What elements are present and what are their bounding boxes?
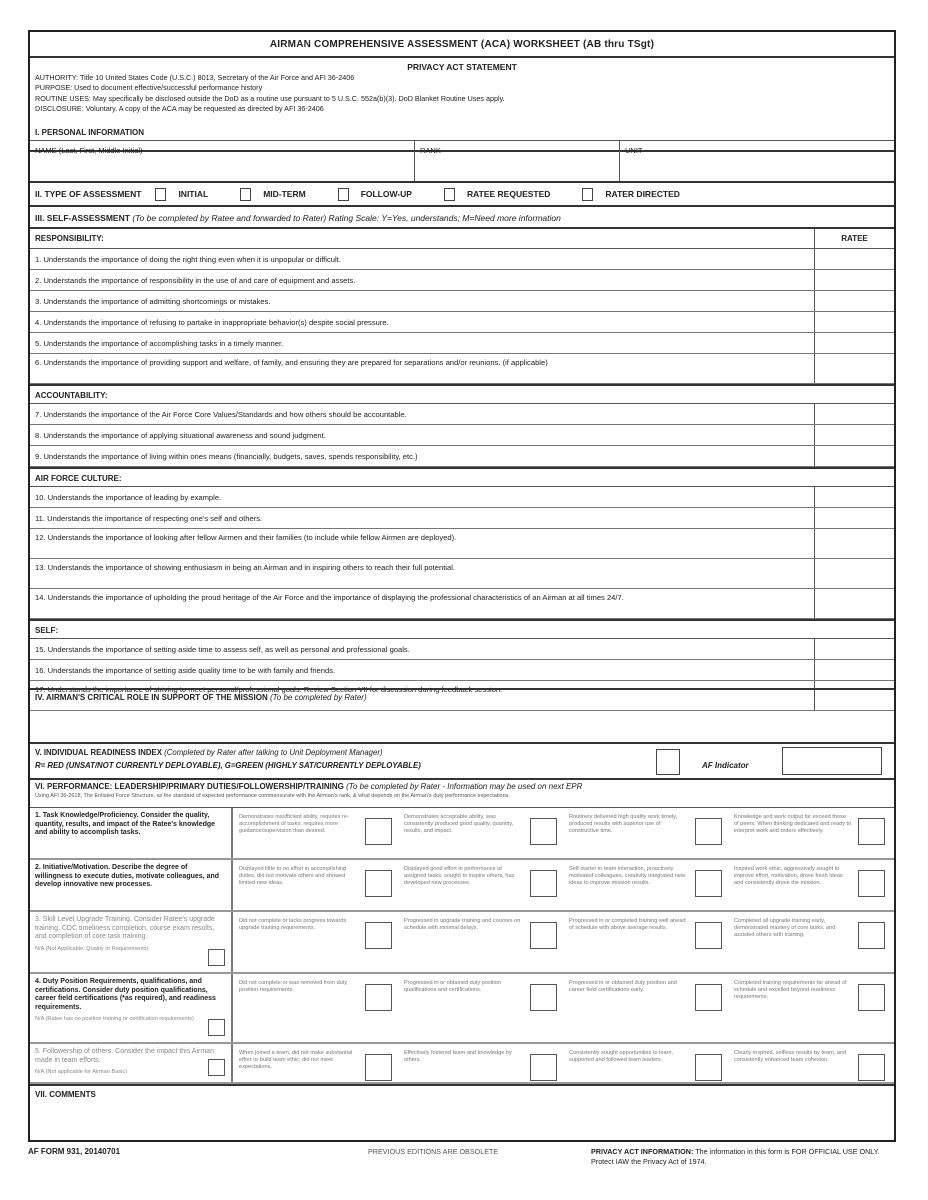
assessment-item bbox=[30, 333, 894, 354]
performance-level-text: Progressed in or completed training well ahead of schedule with above average results. bbox=[569, 918, 686, 932]
performance-level-text: Self-starter in team interaction, proactively motivated colleagues, creativity integrated new ideas to improve mission results. bbox=[569, 866, 685, 887]
performance-level-text: Clearly inspired, selfless results by team, and consistently enhanced team cohesion. bbox=[734, 1050, 847, 1064]
rank-label: RANK bbox=[420, 146, 441, 155]
assessment-item bbox=[30, 404, 894, 425]
assessment-item-text: 3. Understands the importance of admitting shortcomings or mistakes. bbox=[35, 297, 271, 306]
performance-level bbox=[565, 974, 730, 1042]
performance-level-checkbox[interactable] bbox=[530, 984, 557, 1011]
af-indicator-input[interactable] bbox=[782, 747, 882, 775]
performance-question bbox=[30, 912, 233, 972]
performance-level-checkbox[interactable] bbox=[695, 870, 722, 897]
performance-level-text: Demonstrates insufficient ability, requires re-accomplishment of tasks, requires more guidance/supervision than desired. bbox=[239, 814, 349, 835]
performance-row bbox=[30, 860, 894, 912]
assessment-item-text: 13. Understands the importance of showing enthusiasm in being an Airman and in inspiring others to reach their full potential. bbox=[35, 563, 456, 572]
performance-level-text: Effectively fostered team and knowledge by others. bbox=[404, 1050, 512, 1064]
not-applicable-checkbox[interactable] bbox=[208, 949, 225, 966]
rank-field[interactable] bbox=[415, 141, 620, 181]
ratee-rating-input[interactable] bbox=[814, 508, 894, 528]
form-footer bbox=[28, 1145, 898, 1175]
performance-level bbox=[730, 912, 893, 972]
assessment-item bbox=[30, 425, 894, 446]
form-title: AIRMAN COMPREHENSIVE ASSESSMENT (ACA) WORKSHEET (AB thru TSgt) bbox=[30, 32, 894, 58]
critical-role-heading: IV. AIRMAN'S CRITICAL ROLE IN SUPPORT OF THE MISSION bbox=[35, 693, 268, 702]
performance-question bbox=[30, 808, 233, 858]
performance-level-text: Knowledge and work output far exceed those of peers. When thinking dedicated and ready to interpret work and orders effectively. bbox=[734, 814, 852, 835]
assessment-item-text: 10. Understands the importance of leading by example. bbox=[35, 493, 222, 502]
self-assessment-title: III. SELF-ASSESSMENT bbox=[35, 213, 130, 223]
assessment-item bbox=[30, 487, 894, 508]
performance-level-text: Completed training requirements far ahead of schedule and excelled beyond readiness requirements. bbox=[734, 980, 847, 1001]
performance-level-checkbox[interactable] bbox=[695, 922, 722, 949]
performance-level-text: Progressed in or obtained duty position and career field certifications early. bbox=[569, 980, 677, 994]
option-follow-up[interactable] bbox=[338, 188, 412, 201]
form-id: AF FORM 931, 20140701 bbox=[28, 1147, 121, 1156]
option-rater-directed-label: RATER DIRECTED bbox=[605, 189, 680, 199]
not-applicable-note: N/A (Not applicable for Airman Basic) bbox=[35, 1069, 128, 1075]
privacy-routine-uses: ROUTINE USES: May specifically be disclosed outside the DoD as a routine use pursuant to 5 U.S.C. 552a(b)(3). DoD Blanket Routine Uses apply. bbox=[35, 93, 505, 103]
performance-level-checkbox[interactable] bbox=[695, 1054, 722, 1081]
performance-level-checkbox[interactable] bbox=[695, 818, 722, 845]
performance-level bbox=[400, 808, 565, 858]
type-of-assessment-label: II. TYPE OF ASSESSMENT bbox=[35, 189, 142, 199]
ratee-column-header: RATEE bbox=[814, 229, 894, 248]
self-assessment-items bbox=[30, 229, 894, 711]
performance-rows bbox=[30, 808, 894, 1084]
critical-role-section[interactable] bbox=[30, 688, 894, 744]
performance-question bbox=[30, 974, 233, 1042]
ratee-rating-input[interactable] bbox=[814, 291, 894, 311]
checkbox-ratee-requested[interactable] bbox=[444, 188, 455, 201]
performance-level-checkbox[interactable] bbox=[365, 984, 392, 1011]
aca-worksheet-form bbox=[28, 30, 896, 1142]
ratee-rating-input[interactable] bbox=[814, 312, 894, 332]
performance-row bbox=[30, 1044, 894, 1084]
performance-level-text: Consistently sought opportunities to learn, supported and followed team leaders. bbox=[569, 1050, 674, 1064]
category-header bbox=[30, 384, 894, 404]
performance-level-checkbox[interactable] bbox=[858, 984, 885, 1011]
performance-level bbox=[235, 912, 400, 972]
assessment-item bbox=[30, 270, 894, 291]
personal-info-heading: I. PERSONAL INFORMATION bbox=[30, 126, 894, 141]
assessment-item-text: 17. Understands the importance of striving to meet personal/professional goals. Review Section VII for discussion during feedback session. bbox=[35, 685, 503, 694]
performance-level-checkbox[interactable] bbox=[858, 818, 885, 845]
checkbox-follow-up[interactable] bbox=[338, 188, 349, 201]
option-rater-directed[interactable] bbox=[582, 188, 679, 201]
performance-level-checkbox[interactable] bbox=[365, 1054, 392, 1081]
assessment-item bbox=[30, 559, 894, 589]
performance-level bbox=[730, 808, 893, 858]
performance-question-text: 5. Followership of others. Consider the impact this Airman made in team efforts. bbox=[35, 1048, 214, 1064]
option-follow-up-label: FOLLOW-UP bbox=[360, 189, 412, 199]
readiness-note: (Completed by Rater after talking to Unit Deployment Manager) bbox=[164, 748, 383, 757]
privacy-info-label: PRIVACY ACT INFORMATION: bbox=[591, 1147, 694, 1156]
performance-level bbox=[400, 974, 565, 1042]
performance-level bbox=[565, 860, 730, 910]
critical-role-note: (To be completed by Rater) bbox=[269, 693, 367, 702]
performance-level-checkbox[interactable] bbox=[695, 984, 722, 1011]
performance-question-text: 4. Duty Position Requirements, qualifications, and certifications. Consider duty position qualifications, career field certifications (*as required), and readiness requirements. bbox=[35, 978, 216, 1011]
readiness-section bbox=[30, 744, 894, 780]
assessment-item-text: 2. Understands the importance of responsibility in the use of and care of equipment and assets. bbox=[35, 276, 356, 285]
performance-level-text: Inspired work ethic, aggressively sought to improve effort, motivation, drove fresh ideas and consistently drove the mission. bbox=[734, 866, 843, 887]
assessment-item-text: 9. Understands the importance of living within ones means (financially, budgets, saves, spends responsibility, etc.) bbox=[35, 452, 418, 461]
performance-level bbox=[400, 860, 565, 910]
performance-level bbox=[235, 974, 400, 1042]
assessment-item-text: 6. Understands the importance of providing support and welfare, of family, and ensuring they are prepared for separations and/or reunions. (if applicable) bbox=[35, 358, 548, 367]
privacy-heading: PRIVACY ACT STATEMENT bbox=[407, 62, 517, 72]
self-assessment-note: (To be completed by Ratee and forwarded to Rater) Rating Scale: Y=Yes, understands; M=Need more information bbox=[132, 213, 561, 223]
performance-level-text: Displayed good effort in performance of assigned tasks, sought to inspire others, has developed new processes. bbox=[404, 866, 515, 887]
assessment-item-text: 11. Understands the importance of respecting one's self and others. bbox=[35, 514, 263, 523]
privacy-info-text: The information in this form is FOR OFFICIAL USE ONLY. Protect IAW the Privacy Act of 1974. bbox=[591, 1147, 880, 1166]
checkbox-initial[interactable] bbox=[155, 188, 166, 201]
assessment-item bbox=[30, 249, 894, 270]
ratee-rating-input[interactable] bbox=[814, 425, 894, 445]
category-header bbox=[30, 467, 894, 487]
assessment-item bbox=[30, 446, 894, 467]
ratee-rating-input[interactable] bbox=[814, 249, 894, 269]
readiness-heading: V. INDIVIDUAL READINESS INDEX bbox=[35, 748, 162, 757]
not-applicable-note: N/A (Not Applicable: Quality or Requirements) bbox=[35, 945, 149, 952]
readiness-input[interactable] bbox=[656, 749, 680, 775]
performance-level-checkbox[interactable] bbox=[530, 870, 557, 897]
category-header bbox=[30, 229, 894, 249]
assessment-item bbox=[30, 354, 894, 384]
privacy-act-information bbox=[591, 1147, 896, 1167]
privacy-authority: AUTHORITY: Title 10 United States Code (U.S.C.) 8013, Secretary of the Air Force and AFI 36-2406 bbox=[35, 73, 355, 83]
not-applicable-checkbox[interactable] bbox=[208, 1059, 225, 1076]
unit-field[interactable] bbox=[620, 141, 894, 181]
assessment-item bbox=[30, 589, 894, 619]
performance-level-checkbox[interactable] bbox=[858, 870, 885, 897]
performance-level bbox=[235, 860, 400, 910]
ratee-rating-input[interactable] bbox=[814, 333, 894, 353]
privacy-purpose: PURPOSE: Used to document effective/successful performance history bbox=[35, 83, 263, 93]
previous-editions-note: PREVIOUS EDITIONS ARE OBSOLETE bbox=[368, 1147, 499, 1156]
assessment-item bbox=[30, 291, 894, 312]
unit-label: UNIT bbox=[625, 146, 643, 155]
comments-heading: VII. COMMENTS bbox=[35, 1090, 96, 1099]
performance-level-checkbox[interactable] bbox=[858, 1054, 885, 1081]
category-name: SELF: bbox=[35, 626, 59, 635]
performance-level-checkbox[interactable] bbox=[530, 1054, 557, 1081]
performance-question-text: 2. Initiative/Motivation. Describe the degree of willingness to execute duties, motivate colleagues, and develop innovative new processes. bbox=[35, 864, 219, 888]
assessment-item bbox=[30, 529, 894, 559]
performance-level bbox=[565, 912, 730, 972]
category-header bbox=[30, 619, 894, 639]
performance-level-text: Did not complete or was removed from duty position requirements. bbox=[239, 980, 348, 994]
checkbox-rater-directed[interactable] bbox=[582, 188, 593, 201]
performance-level-text: Completed all upgrade training early, demonstrated mastery of core tasks, and assisted others with training. bbox=[734, 918, 836, 939]
assessment-item-text: 5. Understands the importance of accomplishing tasks in a timely manner. bbox=[35, 339, 284, 348]
self-assessment-heading bbox=[30, 207, 894, 229]
not-applicable-note: N/A (Ratee has no position training or certification requirements) bbox=[35, 1016, 194, 1022]
performance-note: (To be completed by Rater - Information may be used on next EPR bbox=[346, 782, 583, 791]
performance-question-text: 3. Skill Level Upgrade Training. Consider Ratee's upgrade training, CDC timeliness completion, course exam results, and completion of core task training. bbox=[35, 916, 215, 940]
assessment-item-text: 14. Understands the importance of upholding the proud heritage of the Air Force and the importance of displaying the professional characteristics of an Airman at all times 24/7. bbox=[35, 593, 624, 602]
category-name: ACCOUNTABILITY: bbox=[35, 391, 108, 400]
performance-level bbox=[730, 974, 893, 1042]
type-of-assessment bbox=[30, 183, 894, 207]
performance-question-text: 1. Task Knowledge/Proficiency. Consider the quality, quantity, results, and impact of the Ratee's knowledge and ability to accomplish tasks. bbox=[35, 812, 216, 836]
ratee-rating-input[interactable] bbox=[814, 270, 894, 290]
option-ratee-requested-label: RATEE REQUESTED bbox=[466, 189, 551, 199]
performance-level-checkbox[interactable] bbox=[365, 870, 392, 897]
performance-subnote: Using AFI 36-2618, The Enlisted Force Structure, as the standard of expected performance commensurate with the Airman's rank, & what depends on the Airman's duty performance expectations. bbox=[35, 793, 510, 799]
performance-level-checkbox[interactable] bbox=[530, 922, 557, 949]
performance-level bbox=[565, 808, 730, 858]
ratee-rating-input[interactable] bbox=[814, 639, 894, 659]
performance-level-text: Displayed little to no effort in accomplishing duties, did not motivate others and showed limited new ideas. bbox=[239, 866, 347, 887]
performance-level-checkbox[interactable] bbox=[365, 922, 392, 949]
performance-row bbox=[30, 808, 894, 860]
privacy-disclosure: DISCLOSURE: Voluntary. A copy of the ACA may be requested as directed by AFI 36-2406 bbox=[35, 103, 324, 113]
ratee-rating-input[interactable] bbox=[814, 660, 894, 680]
assessment-item-text: 12. Understands the importance of looking after fellow Airmen and their families (to include while fellow Airmen are deployed). bbox=[35, 533, 457, 542]
ratee-rating-input[interactable] bbox=[814, 404, 894, 424]
category-name: RESPONSIBILITY: bbox=[35, 234, 104, 243]
assessment-item-text: 4. Understands the importance of refusing to partake in inappropriate behavior(s) despite social pressure. bbox=[35, 318, 389, 327]
option-initial-label: INITIAL bbox=[178, 189, 209, 199]
ratee-rating-input[interactable] bbox=[814, 354, 894, 383]
assessment-item-text: 7. Understands the importance of the Air Force Core Values/Standards and how others should be accountable. bbox=[35, 410, 407, 419]
performance-level-text: Routinely delivered high quality work timely, produced results with superior use of constructive time. bbox=[569, 814, 678, 835]
assessment-item-text: 15. Understands the importance of setting aside time to assess self, as well as personal and professional goals. bbox=[35, 645, 410, 654]
ratee-rating-input[interactable] bbox=[814, 446, 894, 466]
readiness-scale: R= RED (UNSAT/NOT CURRENTLY DEPLOYABLE), G=GREEN (HIGHLY SAT/CURRENTLY DEPLOYABLE) bbox=[35, 761, 421, 770]
performance-row bbox=[30, 974, 894, 1044]
assessment-item bbox=[30, 639, 894, 660]
ratee-rating-input[interactable] bbox=[814, 529, 894, 558]
performance-level-checkbox[interactable] bbox=[858, 922, 885, 949]
option-initial[interactable] bbox=[155, 188, 208, 201]
performance-level-text: When joined a team, did not make substantial effort or build team ethic; did not meet expectations. bbox=[239, 1050, 353, 1071]
ratee-rating-input[interactable] bbox=[814, 589, 894, 618]
performance-heading: VI. PERFORMANCE: LEADERSHIP/PRIMARY DUTIES/FOLLOWERSHIP/TRAINING bbox=[35, 782, 344, 791]
ratee-rating-input[interactable] bbox=[814, 559, 894, 588]
assessment-item bbox=[30, 660, 894, 681]
performance-level-text: Progressed in or obtained duty position qualifications and certifications. bbox=[404, 980, 502, 994]
performance-level bbox=[730, 860, 893, 910]
performance-level bbox=[730, 1044, 893, 1082]
af-indicator-label: AF Indicator bbox=[702, 761, 749, 770]
ratee-rating-input[interactable] bbox=[814, 487, 894, 507]
performance-level bbox=[565, 1044, 730, 1082]
checkbox-mid-term[interactable] bbox=[240, 188, 251, 201]
performance-heading-row bbox=[30, 780, 894, 808]
performance-level-checkbox[interactable] bbox=[530, 818, 557, 845]
performance-question bbox=[30, 1044, 233, 1082]
assessment-item bbox=[30, 508, 894, 529]
performance-level bbox=[400, 912, 565, 972]
performance-row bbox=[30, 912, 894, 974]
assessment-item bbox=[30, 312, 894, 333]
option-ratee-requested[interactable] bbox=[444, 188, 550, 201]
performance-question bbox=[30, 860, 233, 910]
performance-level bbox=[235, 808, 400, 858]
personal-info-fields bbox=[30, 141, 894, 183]
category-name: AIR FORCE CULTURE: bbox=[35, 474, 122, 483]
performance-level-text: Demonstrates acceptable ability, was consistently produced good quality, quantity, results, and impact. bbox=[404, 814, 514, 835]
option-mid-term-label: MID-TERM bbox=[263, 189, 306, 199]
option-mid-term[interactable] bbox=[240, 188, 306, 201]
assessment-item-text: 1. Understands the importance of doing the right thing even when it is unpopular or difficult. bbox=[35, 255, 341, 264]
performance-level-checkbox[interactable] bbox=[365, 818, 392, 845]
not-applicable-checkbox[interactable] bbox=[208, 1019, 225, 1036]
performance-level-text: Did not complete or lacks progress towards upgrade training requirements. bbox=[239, 918, 347, 932]
performance-level bbox=[235, 1044, 400, 1082]
assessment-item-text: 16. Understands the importance of setting aside quality time to be with family and friends. bbox=[35, 666, 336, 675]
assessment-item-text: 8. Understands the importance of applying situational awareness and sound judgment. bbox=[35, 431, 326, 440]
name-label: NAME (Last, First, Middle Initial) bbox=[35, 146, 143, 155]
performance-level-text: Progressed in upgrade training and courses on schedule with minimal delays. bbox=[404, 918, 521, 932]
comments-section[interactable] bbox=[30, 1084, 894, 1142]
performance-level bbox=[400, 1044, 565, 1082]
name-field[interactable] bbox=[30, 141, 415, 181]
